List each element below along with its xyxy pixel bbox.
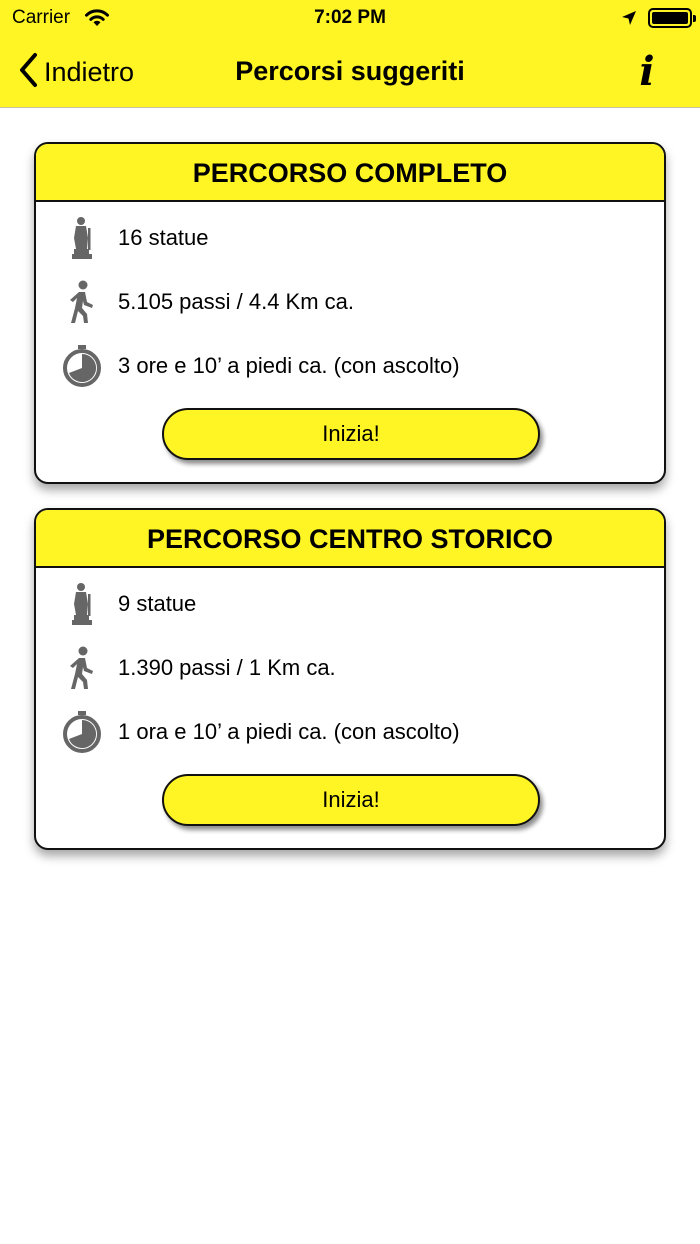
distance-text: 1.390 passi / 1 Km ca. — [118, 655, 336, 680]
statues-count: 9 statue — [118, 591, 197, 616]
walking-icon — [60, 280, 104, 324]
statue-icon — [60, 216, 104, 260]
duration-row — [60, 344, 460, 388]
walking-icon — [60, 646, 104, 690]
status-time: 7:02 PM — [314, 7, 386, 28]
carrier-label: Carrier — [12, 7, 71, 28]
duration-text: 1 ora e 10’ a piedi ca. (con ascolto) — [118, 719, 460, 744]
statues-row — [60, 582, 196, 626]
status-bar — [0, 0, 700, 40]
battery-icon — [648, 8, 692, 28]
location-arrow-icon — [620, 9, 638, 32]
duration-text: 3 ore e 10’ a piedi ca. (con ascolto) — [118, 353, 460, 378]
start-route-button[interactable]: Inizia! — [162, 774, 540, 826]
page-title: Percorsi suggeriti — [235, 56, 465, 86]
route-title: PERCORSO CENTRO STORICO — [36, 510, 664, 568]
duration-row — [60, 710, 460, 754]
distance-row — [60, 646, 336, 690]
statues-count: 16 statue — [118, 225, 209, 250]
distance-text: 5.105 passi / 4.4 Km ca. — [118, 289, 355, 314]
statues-row — [60, 216, 209, 260]
start-route-button[interactable]: Inizia! — [162, 408, 540, 460]
statue-icon — [60, 582, 104, 626]
route-card — [34, 142, 666, 484]
info-icon[interactable]: i — [639, 48, 655, 95]
route-card — [34, 508, 666, 850]
distance-row — [60, 280, 354, 324]
navigation-bar — [0, 40, 700, 108]
stopwatch-icon — [60, 710, 104, 754]
back-label: Indietro — [44, 56, 135, 87]
stopwatch-icon — [60, 344, 104, 388]
route-title: PERCORSO COMPLETO — [36, 144, 664, 202]
